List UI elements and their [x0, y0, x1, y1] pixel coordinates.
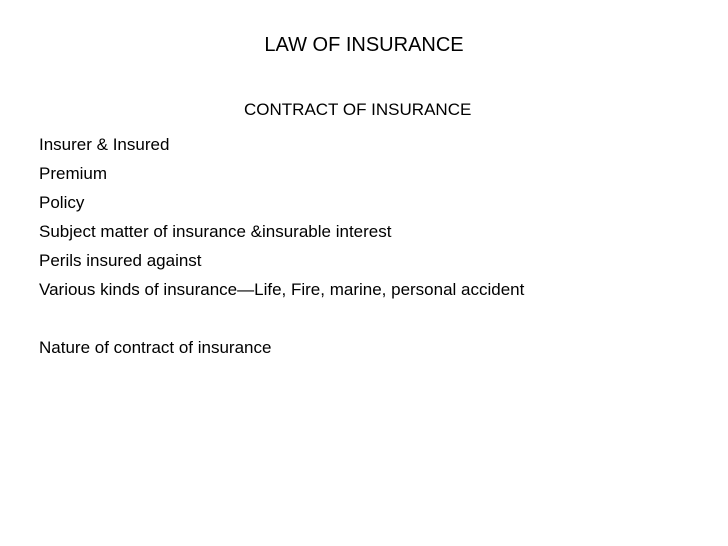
list-item: Insurer & Insured [39, 135, 170, 154]
list-item: Various kinds of insurance—Life, Fire, marine, personal accident [39, 280, 525, 299]
slide-title: LAW OF INSURANCE [264, 34, 464, 56]
list-item: Nature of contract of insurance [39, 338, 272, 357]
list-item: Perils insured against [39, 251, 202, 270]
list-item: Policy [39, 193, 85, 212]
slide-subtitle: CONTRACT OF INSURANCE [244, 100, 472, 119]
list-item: Premium [39, 164, 108, 183]
topic-list [39, 130, 524, 362]
list-item: Subject matter of insurance &insurable interest [39, 222, 392, 241]
list-spacer [39, 304, 524, 333]
